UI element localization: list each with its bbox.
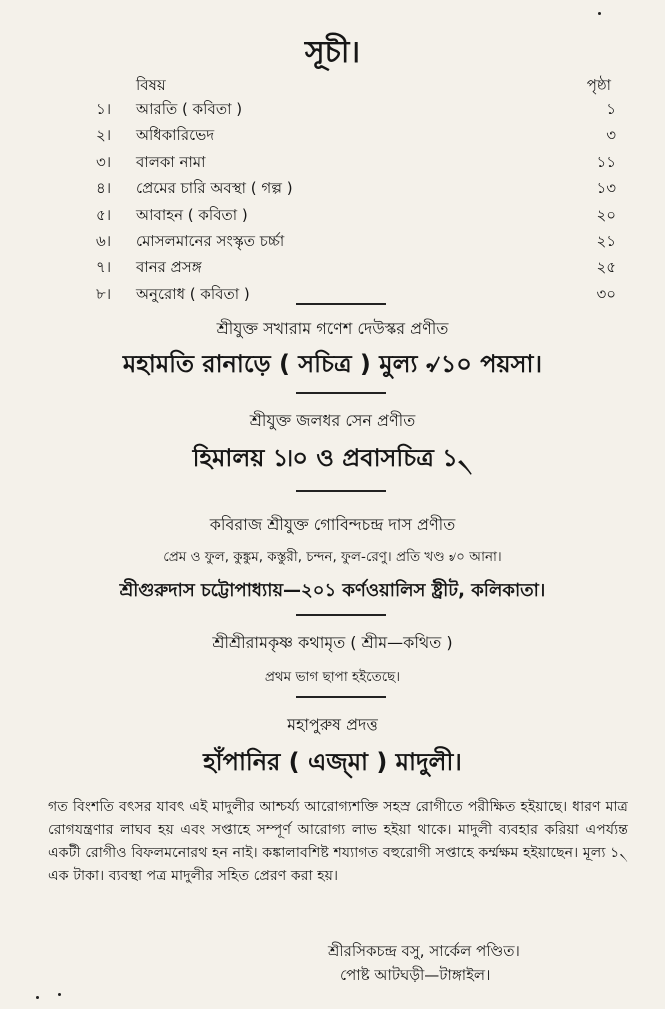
toc-row xyxy=(96,254,616,280)
toc-title: বালকা নামা xyxy=(136,152,206,171)
ad-kathamrita-note: প্রথম ভাগ ছাপা হইতেছে। xyxy=(264,669,401,685)
toc-number: ২। xyxy=(96,126,112,145)
toc-number: ৬। xyxy=(96,231,112,250)
toc-number: ৮। xyxy=(96,284,112,303)
signature-name: শ্রীরসিকচন্দ্র বসু, সার্কেল পণ্ডিত। xyxy=(328,942,520,960)
toc-title: আরতি ( কবিতা ) xyxy=(136,100,243,118)
ad-kathamrita-title: শ্রীশ্রীরামকৃষ্ণ কথামৃত ( শ্রীম—কথিত ) xyxy=(212,633,453,652)
toc-title: প্রেমের চারি অবস্থা ( গল্প ) xyxy=(136,179,293,198)
divider xyxy=(296,614,386,616)
ad-himalaya-author: শ্রীযুক্ত জলধর সেন প্রণীত xyxy=(249,411,416,430)
table-of-contents xyxy=(96,96,616,307)
toc-row xyxy=(96,175,616,201)
toc-page-header: পৃষ্ঠা xyxy=(586,76,611,94)
signature-address: পোষ্ট আটঘড়ী—টাঙ্গাইল। xyxy=(340,966,491,984)
print-speck xyxy=(58,993,61,996)
toc-page: ২৫ xyxy=(596,258,616,277)
toc-page: ১৩ xyxy=(596,179,616,198)
divider xyxy=(296,392,386,394)
ad-govinda-author: কবিরাজ শ্রীযুক্ত গোবিন্দচন্দ্র দাস প্রণীত xyxy=(209,515,456,534)
toc-title: অধিকারিভেদ xyxy=(136,126,215,145)
toc-page: ৩ xyxy=(606,126,616,145)
toc-row xyxy=(96,122,616,148)
ad-maduli-title: হাঁপানির ( এজ্মা ) মাদুলী। xyxy=(203,748,462,776)
toc-title: মোসলমানের সংস্কৃত চর্চ্চা xyxy=(136,231,285,250)
divider xyxy=(296,303,386,305)
toc-row xyxy=(96,96,616,122)
ad-ranade-title: মহামতি রানাড়ে ( সচিত্র ) মুল্য ৵১০ পয়সা। xyxy=(122,350,543,378)
toc-row xyxy=(96,228,616,254)
toc-page: ২১ xyxy=(596,231,616,250)
toc-number: ৪। xyxy=(96,179,112,198)
ad-govinda-books: প্রেম ও ফুল, কুঙ্কুম, কস্তুরী, চন্দন, ফুল-রেণু। প্রতি খণ্ড ৶০ আনা। xyxy=(163,549,502,565)
divider xyxy=(296,696,386,698)
print-speck xyxy=(598,12,601,15)
ad-publisher-address: শ্রীগুরুদাস চট্টোপাধ্যায়—২০১ কর্ণওয়ালিস ষ্ট্রীট, কলিকাতা। xyxy=(119,580,546,601)
toc-page: ৩০ xyxy=(596,284,616,303)
toc-number: ৭। xyxy=(96,258,112,277)
toc-subject-header: বিষয় xyxy=(136,76,166,94)
toc-number: ৫। xyxy=(96,205,112,224)
ad-ranade-author: শ্রীযুক্ত সখারাম গণেশ দেউস্কর প্রণীত xyxy=(216,319,449,338)
divider xyxy=(296,490,386,492)
print-speck xyxy=(36,996,39,999)
toc-title: অনুরোধ ( কবিতা ) xyxy=(136,284,250,303)
page-title: সূচী। xyxy=(304,35,361,70)
ad-maduli-description: গত বিংশতি বৎসর যাবৎ এই মাদুলীর আশ্চর্য্য আরোগ্যশক্তি সহস্র রোগীতে পরীক্ষিত হইয়াছে। ধারণ মাত্র রোগযন্ত্রণার লাঘব হয় এবং সপ্তাহে সম্পূর্ণ আরোগ্য লাভ হইয়া থাকে। মাদুলী ব্যবহার করিয়া এপর্য্যন্ত একটী রোগীও বিফলমনোরথ হন নাই। কঙ্কালাবশিষ্ট শয্যাগত বহুরোগী সপ্তাহে কর্ম্মক্ষম হইয়াছেন। মূল্য ১৲ এক টাকা। ব্যবস্থা পত্র মাদুলীর সহিত প্রেরণ করা হয়। xyxy=(48,799,628,884)
toc-number: ৩। xyxy=(96,152,112,171)
toc-row xyxy=(96,202,616,228)
toc-row xyxy=(96,149,616,175)
toc-number: ১। xyxy=(96,100,112,118)
ad-maduli-label: মহাপুরুষ প্রদত্ত xyxy=(287,715,378,734)
toc-title: বানর প্রসঙ্গ xyxy=(136,258,202,277)
ad-himalaya-title: হিমালয় ১৷০ ও প্রবাসচিত্র ১৲ xyxy=(192,444,473,472)
toc-title: আবাহন ( কবিতা ) xyxy=(136,205,248,224)
toc-page: ১ xyxy=(606,100,616,118)
toc-page: ২০ xyxy=(596,205,616,224)
toc-page: ১১ xyxy=(596,152,616,171)
